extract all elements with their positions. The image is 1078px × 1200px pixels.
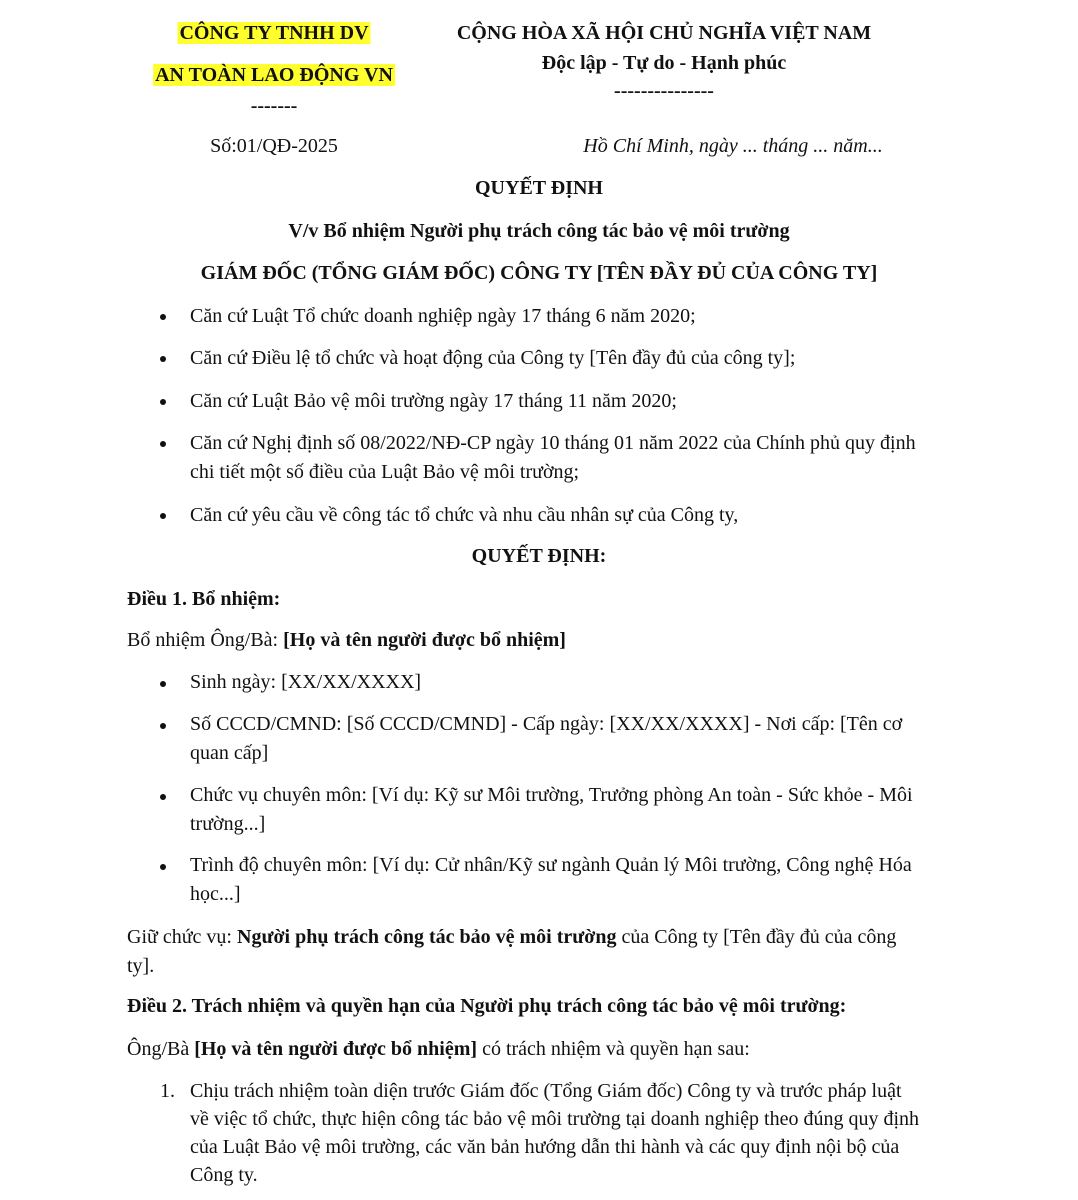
authority-title: GIÁM ĐỐC (TỔNG GIÁM ĐỐC) CÔNG TY [TÊN ĐẦY ĐỦ CỦA CÔNG TY] <box>200 262 878 284</box>
basis-item: Căn cứ Luật Tổ chức doanh nghiệp ngày 17 tháng 6 năm 2020; <box>190 305 696 327</box>
appointee-detail-continued: trường...] <box>190 813 266 835</box>
basis-item: Căn cứ Điều lệ tổ chức và hoạt động của Công ty [Tên đầy đủ của công ty]; <box>190 347 796 369</box>
responsibility-line: Chịu trách nhiệm toàn diện trước Giám đốc (Tổng Giám đốc) Công ty và trước pháp luật <box>190 1080 902 1102</box>
decision-title: QUYẾT ĐỊNH <box>475 177 603 199</box>
company-name-line1 <box>177 21 370 45</box>
article2-intro <box>127 1037 750 1061</box>
responsibility-line: Công ty. <box>190 1164 258 1186</box>
position-line-continued: ty]. <box>127 955 155 977</box>
nation-motto: Độc lập - Tự do - Hạnh phúc <box>541 52 787 74</box>
document-number: Số:01/QĐ-2025 <box>210 135 338 157</box>
decide-heading: QUYẾT ĐỊNH: <box>471 545 607 567</box>
appointee-detail: Trình độ chuyên môn: [Ví dụ: Cử nhân/Kỹ sư ngành Quản lý Môi trường, Công nghệ Hóa <box>190 854 912 876</box>
article2-intro-suffix: có trách nhiệm và quyền hạn sau: <box>477 1038 750 1060</box>
place-date: Hồ Chí Minh, ngày ... tháng ... năm... <box>583 135 883 157</box>
bullet-icon <box>160 681 166 687</box>
list-number: 1. <box>160 1080 175 1102</box>
article2-intro-prefix: Ông/Bà <box>127 1038 195 1060</box>
nation-separator: --------------- <box>614 80 714 102</box>
appointment-prefix: Bổ nhiệm Ông/Bà: <box>127 629 284 651</box>
bullet-icon <box>160 399 166 405</box>
bullet-icon <box>160 864 166 870</box>
appointee-detail: Số CCCD/CMND: [Số CCCD/CMND] - Cấp ngày: [XX/XX/XXXX] - Nơi cấp: [Tên cơ <box>190 713 903 735</box>
company-name-line1-text: CÔNG TY TNHH DV <box>179 22 369 44</box>
appointee-detail: Chức vụ chuyên môn: [Ví dụ: Kỹ sư Môi trường, Trưởng phòng An toàn - Sức khỏe - Môi <box>190 784 913 806</box>
decision-subject: V/v Bổ nhiệm Người phụ trách công tác bảo vệ môi trường <box>288 220 790 242</box>
position-line <box>127 925 896 949</box>
appointee-detail-continued: học...] <box>190 883 241 905</box>
article2-appointee-name: [Họ và tên người được bổ nhiệm] <box>194 1038 478 1060</box>
responsibility-line: của Luật Bảo vệ môi trường, các văn bản hướng dẫn thi hành và các quy định nội bộ của <box>190 1136 900 1158</box>
bullet-icon <box>160 441 166 447</box>
basis-item: Căn cứ Nghị định số 08/2022/NĐ-CP ngày 10 tháng 01 năm 2022 của Chính phủ quy định <box>190 432 916 454</box>
position-prefix: Giữ chức vụ: <box>127 926 237 948</box>
article2-heading: Điều 2. Trách nhiệm và quyền hạn của Người phụ trách công tác bảo vệ môi trường: <box>127 995 847 1017</box>
nation-title: CỘNG HÒA XÃ HỘI CHỦ NGHĨA VIỆT NAM <box>456 22 872 44</box>
article1-heading: Điều 1. Bổ nhiệm: <box>127 588 281 610</box>
appointment-line <box>127 628 566 652</box>
position-suffix: của Công ty [Tên đầy đủ của công <box>616 926 897 948</box>
basis-item: Căn cứ yêu cầu về công tác tổ chức và nhu cầu nhân sự của Công ty, <box>190 504 739 526</box>
basis-item: Căn cứ Luật Bảo vệ môi trường ngày 17 tháng 11 năm 2020; <box>190 390 677 412</box>
bullet-icon <box>160 314 166 320</box>
appointee-detail-continued: quan cấp] <box>190 742 269 764</box>
appointee-name: [Họ và tên người được bổ nhiệm] <box>283 629 566 651</box>
company-name-line2-text: AN TOÀN LAO ĐỘNG VN <box>155 64 393 86</box>
company-name-line2 <box>153 63 395 87</box>
bullet-icon <box>160 356 166 362</box>
basis-item-continued: chi tiết một số điều của Luật Bảo vệ môi trường; <box>190 461 580 483</box>
responsibility-line: về việc tổ chức, thực hiện công tác bảo vệ môi trường tại doanh nghiệp theo đúng quy định <box>190 1108 920 1130</box>
position-title: Người phụ trách công tác bảo vệ môi trường <box>237 926 617 948</box>
company-separator: ------- <box>250 95 298 117</box>
bullet-icon <box>160 513 166 519</box>
bullet-icon <box>160 794 166 800</box>
bullet-icon <box>160 723 166 729</box>
appointee-detail: Sinh ngày: [XX/XX/XXXX] <box>190 671 422 693</box>
